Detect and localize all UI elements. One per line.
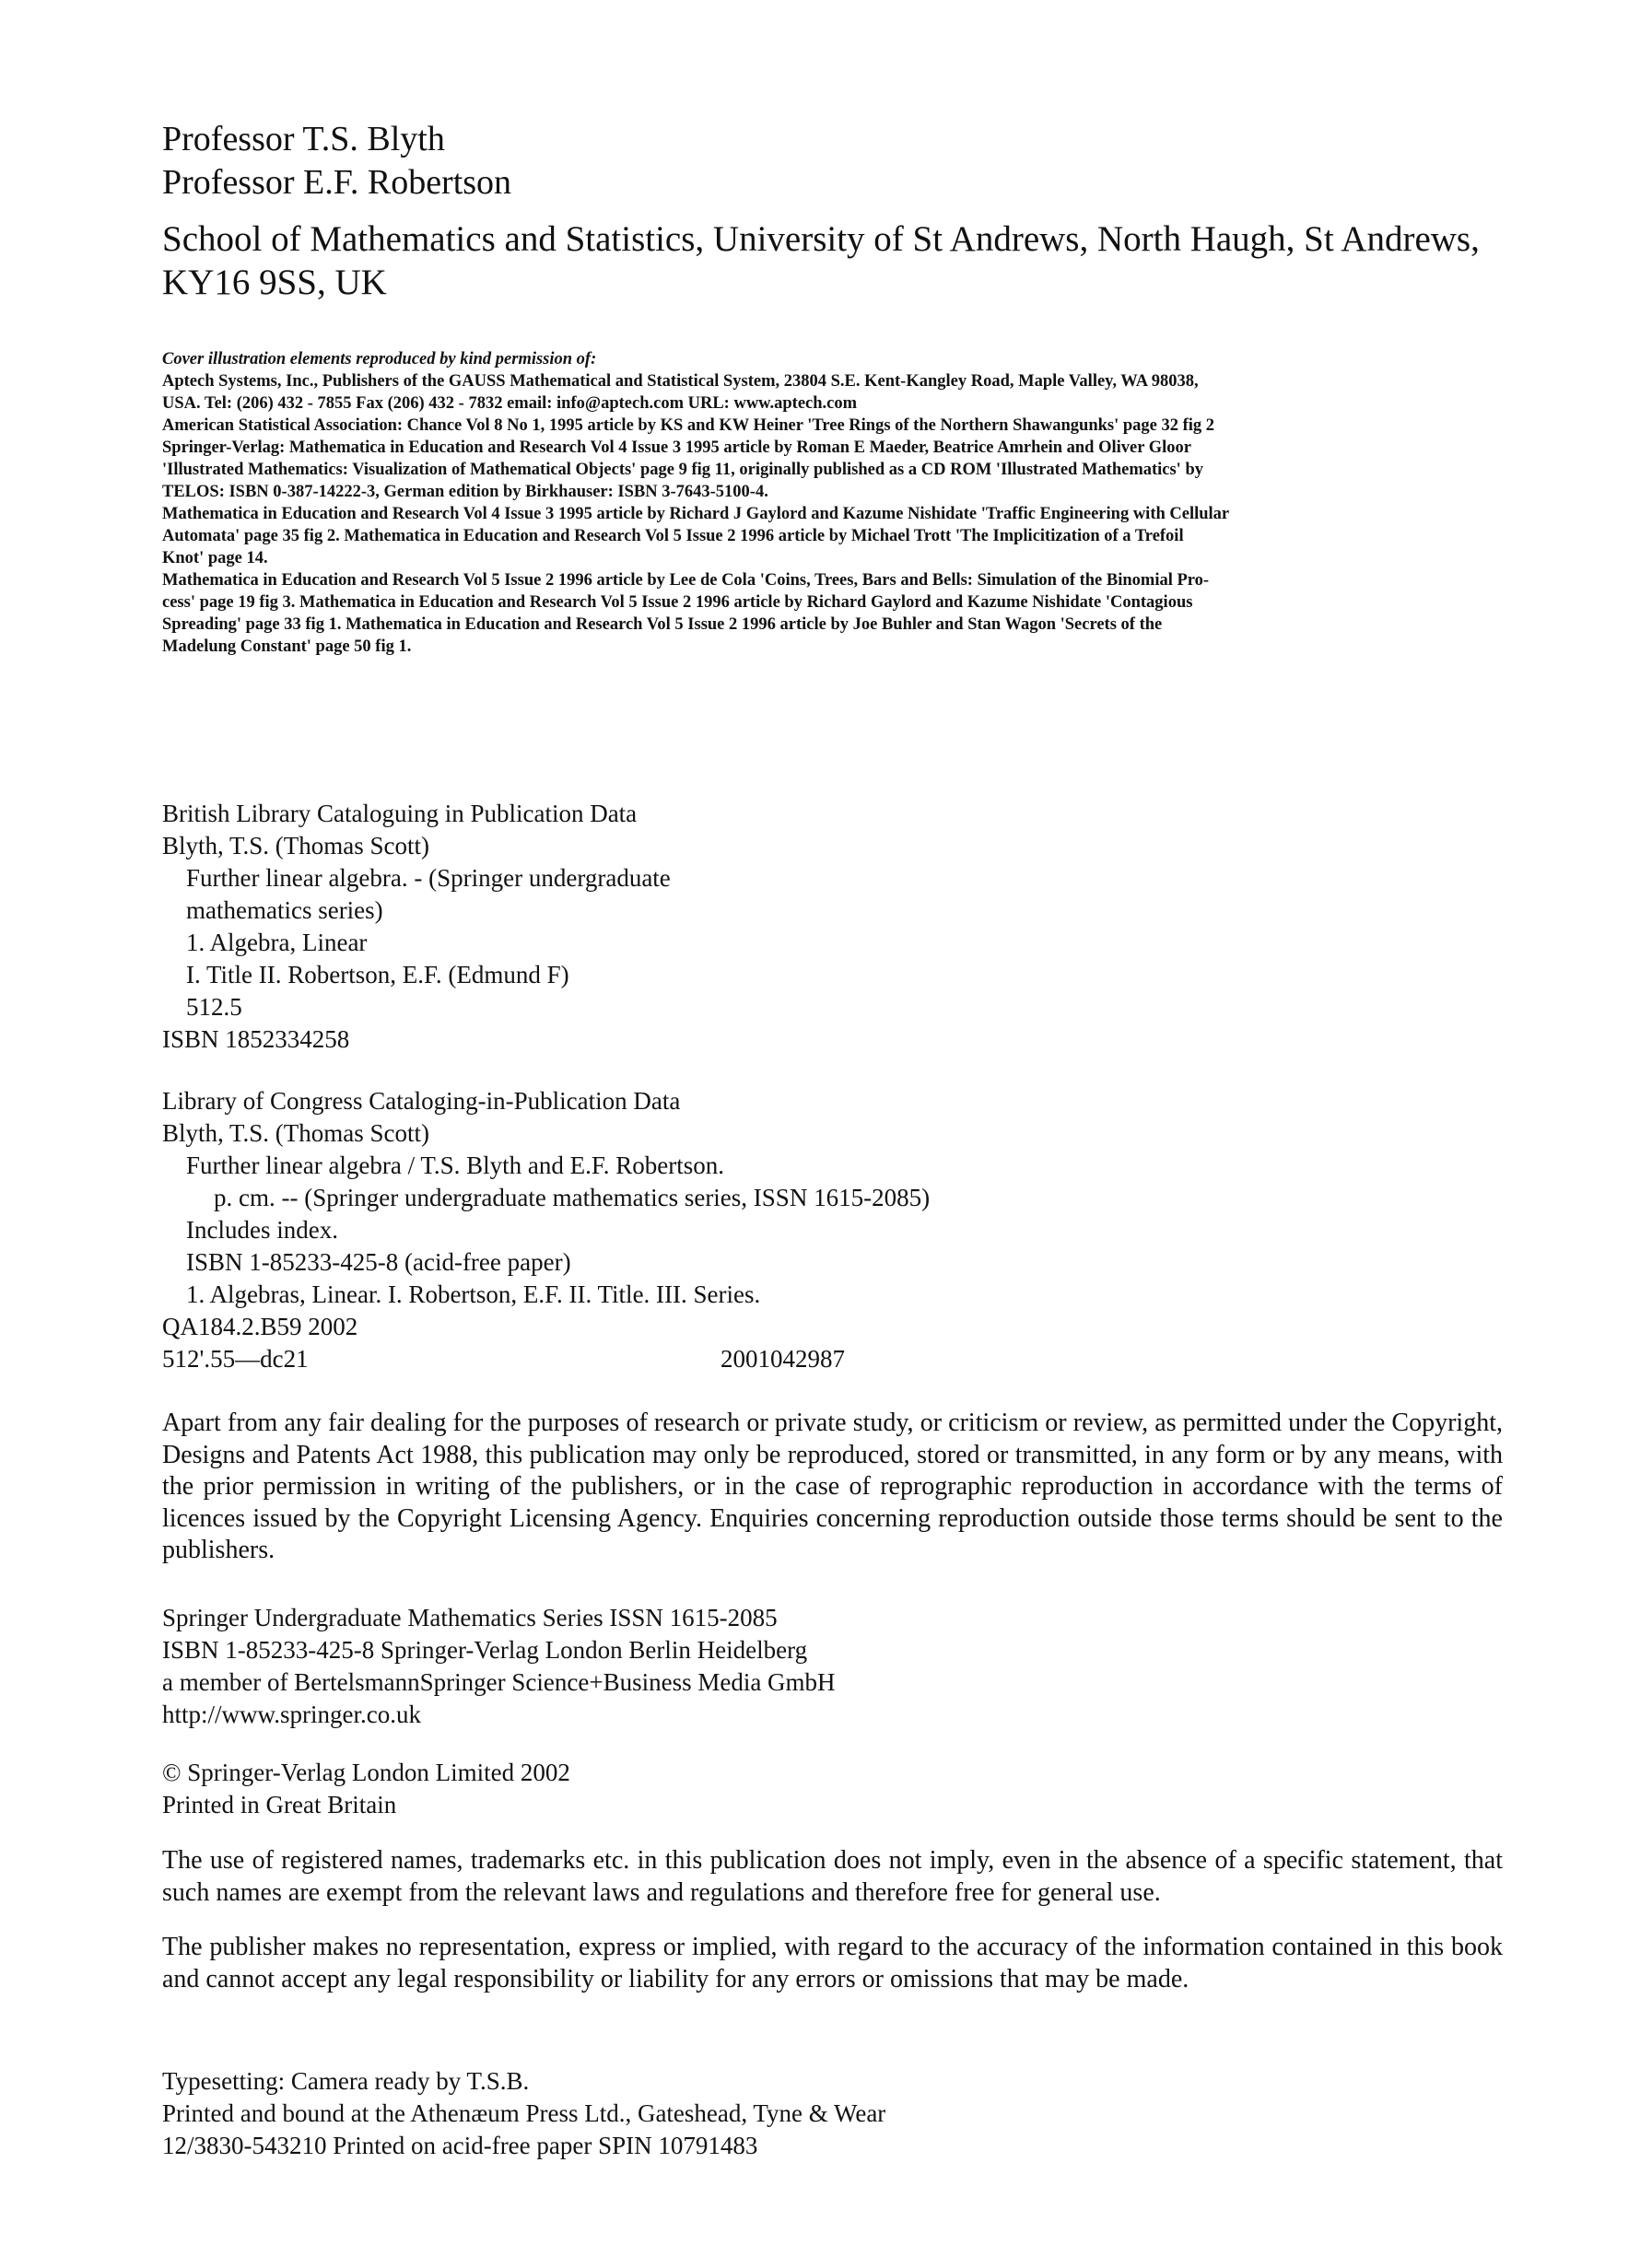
cover-credit-line: USA. Tel: (206) 432 - 7855 Fax (206) 432 - 7832 email: info@aptech.com URL: www.aptech.com	[162, 394, 858, 413]
cip-heading: British Library Cataloguing in Publication Data	[162, 800, 638, 827]
cover-credit-line: Knot' page 14.	[162, 549, 268, 567]
cip-author: Blyth, T.S. (Thomas Scott)	[162, 832, 429, 859]
cip-pagination: p. cm. -- (Springer undergraduate mathematics series, ISSN 1615-2085)	[214, 1184, 931, 1211]
cover-credit-entry	[162, 503, 1503, 569]
cover-credit-line: American Statistical Association: Chance Vol 8 No 1, 1995 article by KS and KW Heiner 'Tree Rings of the Northern Shawangunks' page 32 fig 2	[162, 416, 1215, 435]
series-info	[162, 1602, 836, 1731]
library-of-congress-cip	[162, 1085, 1507, 1375]
copyright-notice	[162, 1757, 570, 1821]
copyright-line: © Springer-Verlag London Limited 2002	[162, 1759, 570, 1786]
publisher-url: http://www.springer.co.uk	[162, 1701, 421, 1728]
series-issn: Springer Undergraduate Mathematics Series ISSN 1615-2085	[162, 1604, 778, 1631]
british-library-cip	[162, 798, 671, 1056]
registered-names-paragraph: The use of registered names, trademarks etc. in this publication does not imply, even in the absence of a specific statement, that such names are exempt from the relevant laws and regulations and therefore free for general use.	[162, 1846, 1503, 1907]
typesetting-info	[162, 2065, 885, 2162]
cover-credit-line: 'Illustrated Mathematics: Visualization of Mathematical Objects' page 9 fig 11, originally published as a CD ROM 'Illustrated Mathematics' by	[162, 461, 1203, 479]
cip-isbn: ISBN 1852334258	[162, 1025, 350, 1053]
author-address: School of Mathematics and Statistics, University of St Andrews, North Haugh, St Andrews, KY16 9SS, UK	[162, 219, 1480, 302]
cip-dewey: 512'.55—dc21	[162, 1345, 309, 1373]
publisher-parent: a member of BertelsmannSpringer Science+Business Media GmbH	[162, 1668, 836, 1696]
cip-final-row	[162, 1343, 1507, 1375]
cover-credit-entry	[162, 415, 1503, 437]
cip-index-note: Includes index.	[186, 1216, 338, 1244]
print-code-line: 12/3830-543210 Printed on acid-free paper SPIN 10791483	[162, 2132, 758, 2159]
author-name: Professor T.S. Blyth	[162, 120, 445, 158]
liability-paragraph: The publisher makes no representation, express or implied, with regard to the accuracy of the information contained in this book and cannot accept any legal responsibility or liability for any errors or omissions that may be made.	[162, 1933, 1503, 1993]
cover-credit-line: Mathematica in Education and Research Vol 5 Issue 2 1996 article by Lee de Cola 'Coins, Trees, Bars and Bells: Simulation of the Binomial Pro-	[162, 571, 1210, 590]
cip-title-continued: mathematics series)	[186, 896, 383, 924]
authors-block	[162, 118, 511, 205]
cip-classification: 512.5	[186, 993, 242, 1021]
cover-credit-line: Automata' page 35 fig 2. Mathematica in Education and Research Vol 5 Issue 2 1996 article by Michael Trott 'The Implicitization of a Trefoil	[162, 527, 1184, 545]
cip-call-number: QA184.2.B59 2002	[162, 1313, 358, 1340]
cip-subjects: 1. Algebras, Linear. I. Robertson, E.F. II. Title. III. Series.	[186, 1280, 761, 1308]
cover-credit-line: TELOS: ISBN 0-387-14222-3, German edition by Birkhauser: ISBN 3-7643-5100-4.	[162, 483, 768, 501]
rights-paragraph: Apart from any fair dealing for the purposes of research or private study, or criticism or review, as permitted under the Copyright, Designs and Patents Act 1988, this publication may only be reproduced, stored or transmitted, in any form or by any means, with the prior permission in writing of the publishers, or in the case of reprographic reproduction in accordance with the terms of licences issued by the Copyright Licensing Agency. Enquiries concerning reproduction outside those terms should be sent to the publishers.	[162, 1409, 1503, 1564]
typesetter-line: Typesetting: Camera ready by T.S.B.	[162, 2067, 530, 2095]
cover-credit-line: cess' page 19 fig 3. Mathematica in Education and Research Vol 5 Issue 2 1996 article by Richard Gaylord and Kazume Nishidate 'Contagious	[162, 593, 1193, 612]
cover-credit-entry	[162, 370, 1503, 415]
cip-title: Further linear algebra. - (Springer undergraduate	[186, 864, 671, 892]
cip-heading: Library of Congress Cataloging-in-Publication Data	[162, 1087, 681, 1115]
printed-in: Printed in Great Britain	[162, 1791, 397, 1818]
cip-title: Further linear algebra / T.S. Blyth and E.F. Robertson.	[186, 1152, 724, 1179]
cip-subject: 1. Algebra, Linear	[186, 929, 368, 956]
cover-credit-line: Aptech Systems, Inc., Publishers of the GAUSS Mathematical and Statistical System, 23804 S.E. Kent-Kangley Road, Maple Valley, WA 98038,	[162, 372, 1199, 391]
author-name: Professor E.F. Robertson	[162, 163, 512, 202]
cover-credit-line: Springer-Verlag: Mathematica in Education and Research Vol 4 Issue 3 1995 article by Roman E Maeder, Beatrice Amrhein and Oliver Gloor	[162, 438, 1191, 457]
cip-isbn: ISBN 1-85233-425-8 (acid-free paper)	[186, 1248, 571, 1276]
cip-added-entries: I. Title II. Robertson, E.F. (Edmund F)	[186, 961, 569, 988]
cover-credits-intro: Cover illustration elements reproduced by kind permission of:	[162, 350, 597, 368]
printer-line: Printed and bound at the Athenæum Press Ltd., Gateshead, Tyne & Wear	[162, 2099, 886, 2127]
cover-credits	[162, 348, 1503, 658]
cip-lccn: 2001042987	[721, 1345, 845, 1373]
cover-credit-line: Mathematica in Education and Research Vol 4 Issue 3 1995 article by Richard J Gaylord and Kazume Nishidate 'Traffic Engineering with Cellular	[162, 505, 1230, 523]
cover-credit-line: Spreading' page 33 fig 1. Mathematica in Education and Research Vol 5 Issue 2 1996 article by Joe Buhler and Stan Wagon 'Secrets of the	[162, 615, 1163, 634]
cip-author: Blyth, T.S. (Thomas Scott)	[162, 1119, 429, 1147]
cover-credit-entry	[162, 437, 1503, 503]
series-isbn: ISBN 1-85233-425-8 Springer-Verlag London Berlin Heidelberg	[162, 1636, 808, 1664]
cover-credit-entry	[162, 569, 1503, 658]
cover-credit-line: Madelung Constant' page 50 fig 1.	[162, 637, 412, 656]
